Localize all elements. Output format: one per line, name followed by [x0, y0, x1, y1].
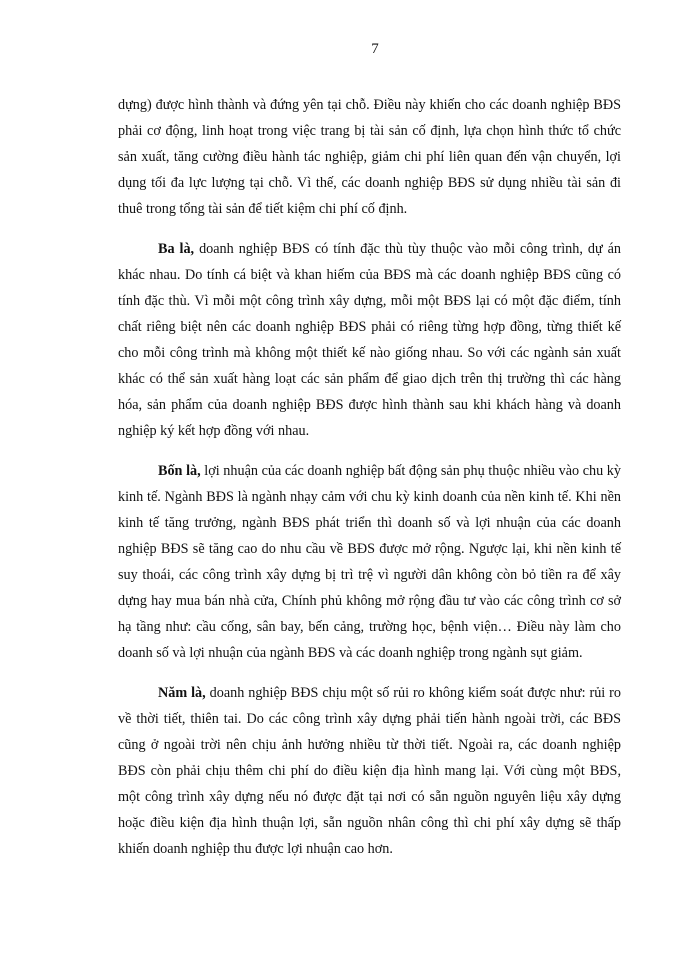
paragraph-text: dựng) được hình thành và đứng yên tại chỗ. Điều này khiến cho các doanh nghiệp BĐS phải cơ động, linh hoạt trong việc trang bị tài sản cố định, lựa chọn hình thức tổ chức sản xuất, tăng cường điều hành tác nghiệp, giảm chi phí liên quan đến vận chuyển, lợi dụng tối đa lực lượng tại chỗ. Vì thế, các doanh nghiệp BĐS sử dụng nhiều tài sản đi thuê trong tổng tài sản để tiết kiệm chi phí cố định.: [118, 97, 621, 217]
paragraph-nam-la: [118, 680, 621, 862]
paragraph-text: lợi nhuận của các doanh nghiệp bất động sản phụ thuộc nhiều vào chu kỳ kinh tế. Ngành BĐS là ngành nhạy cảm với chu kỳ kinh doanh của nền kinh tế. Khi nền kinh tế tăng trưởng, ngành BĐS phát triển thì doanh số và lợi nhuận của các doanh nghiệp BĐS sẽ tăng cao do nhu cầu về BĐS được mở rộng. Ngược lại, khi nền kinh tế suy thoái, các công trình xây dựng bị trì trệ vì người dân không còn bỏ tiền ra để xây dựng hay mua bán nhà cửa, Chính phủ không mở rộng đầu tư vào các công trình cơ sở hạ tầng như: cầu cống, sân bay, bến cảng, trường học, bệnh viện… Điều này làm cho doanh số và lợi nhuận của ngành BĐS và các doanh nghiệp trong ngành sụt giảm.: [118, 463, 621, 661]
paragraph-continuation: [118, 92, 621, 222]
paragraph-lead: Năm là,: [158, 685, 206, 701]
paragraph-ba-la: [118, 236, 621, 444]
paragraph-text: doanh nghiệp BĐS chịu một số rủi ro không kiểm soát được như: rủi ro về thời tiết, thiên tai. Do các công trình xây dựng phải tiến hành ngoài trời, các BĐS cũng ở ngoài trời nên chịu ảnh hưởng nhiều từ thời tiết. Ngoài ra, các doanh nghiệp BĐS còn phải chịu thêm chi phí do điều kiện địa hình mang lại. Với cùng một BĐS, một công trình xây dựng nếu nó được đặt tại nơi có sẵn nguồn nguyên liệu xây dựng hoặc điều kiện địa hình thuận lợi, sẵn nguồn nhân công thì chi phí xây dựng sẽ thấp khiến doanh nghiệp thu được lợi nhuận cao hơn.: [118, 685, 621, 857]
body-text: [118, 92, 621, 876]
paragraph-bon-la: [118, 458, 621, 666]
paragraph-lead: Ba là,: [158, 241, 195, 257]
page-number: 7: [371, 41, 379, 57]
paragraph-lead: Bốn là,: [158, 463, 201, 479]
paragraph-text: doanh nghiệp BĐS có tính đặc thù tùy thuộc vào mỗi công trình, dự án khác nhau. Do tính cá biệt và khan hiếm của BĐS mà các doanh nghiệp BĐS cũng có tính đặc thù. Vì mỗi một công trình xây dựng, mỗi một BĐS lại có một đặc điểm, tính chất riêng biệt nên các doanh nghiệp BĐS phải có riêng từng hợp đồng, từng thiết kế cho mỗi công trình mà không một thiết kế nào giống nhau. So với các ngành sản xuất khác có thể sản xuất hàng loạt các sản phẩm để giao dịch trên thị trường thì các hàng hóa, sản phẩm của doanh nghiệp BĐS được hình thành sau khi khách hàng và doanh nghiệp ký kết hợp đồng với nhau.: [118, 241, 622, 439]
